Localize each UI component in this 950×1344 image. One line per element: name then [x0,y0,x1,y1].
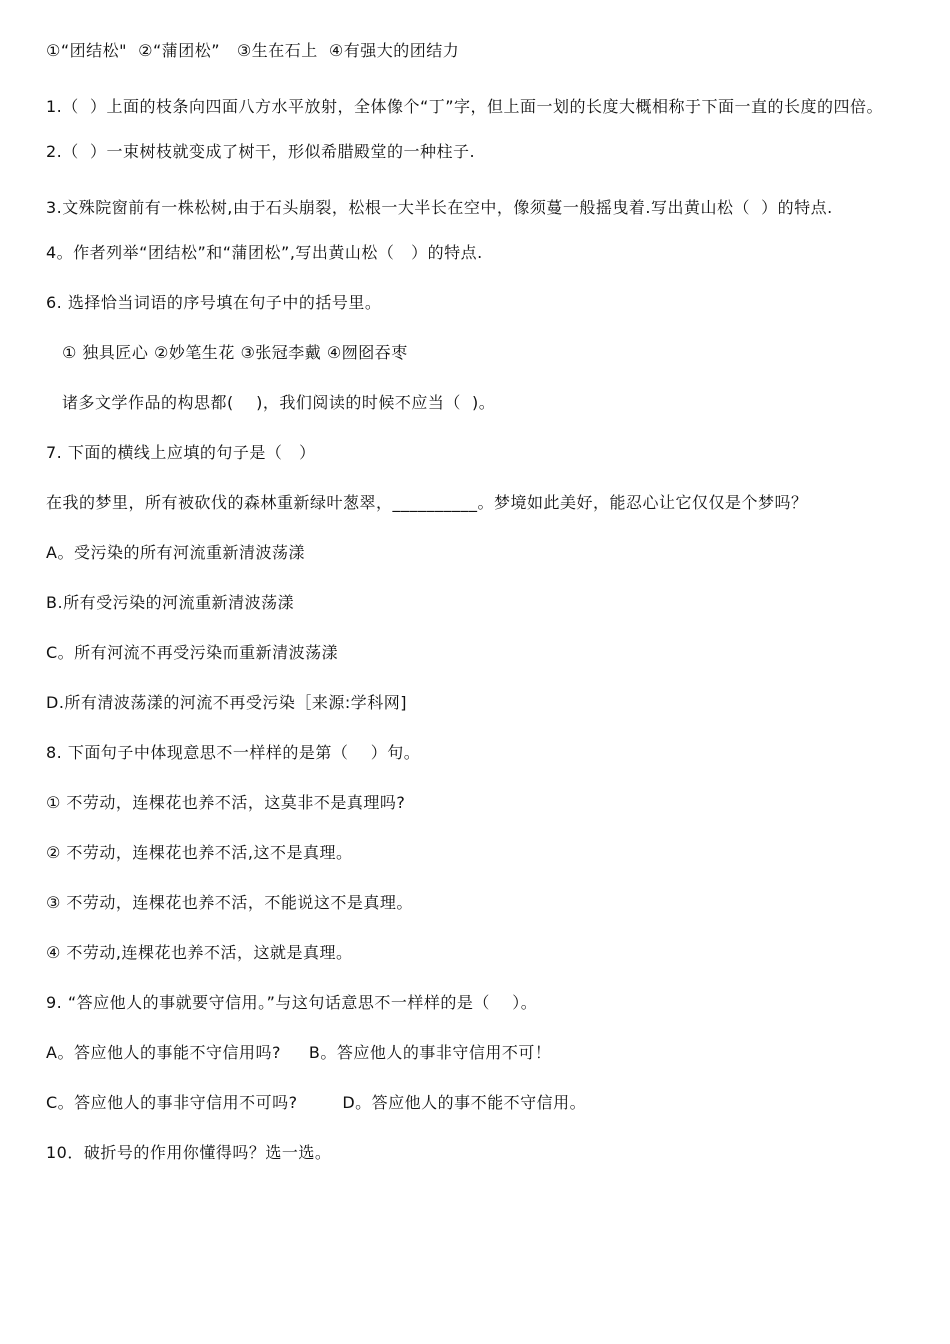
question-2: 2.（ ）一束树枝就变成了树干，形似希腊殿堂的一种柱子. [46,142,476,161]
option-list-line: ①“团结松" ②“蒲团松” ③生在石上 ④有强大的团结力 [46,41,460,60]
question-9: 9. “答应他人的事就要守信用。”与这句话意思不一样样的是（ ）。 [46,993,538,1012]
question-6-options: ① 独具匠心 ②妙笔生花 ③张冠李戴 ④囫囵吞枣 [62,343,408,362]
question-7-option-b: B.所有受污染的河流重新清波荡漾 [46,593,295,612]
document-page [46,38,916,1190]
question-8-sentence-2: ② 不劳动，连棵花也养不活,这不是真理。 [46,843,353,862]
question-3: 3.文殊院窗前有一株松树,由于石头崩裂，松根一大半长在空中，像须蔓一般摇曳着.写出黄山松（ ）的特点. [46,198,833,217]
question-9-options-cd: C。答应他人的事非守信用不可吗? D。答应他人的事不能不守信用。 [46,1093,587,1112]
question-8-sentence-3: ③ 不劳动，连棵花也养不活，不能说这不是真理。 [46,893,413,912]
question-7-option-d: D.所有清波荡漾的河流不再受污染［来源:学科网] [46,693,408,712]
question-7: 7. 下面的横线上应填的句子是（ ） [46,443,316,462]
question-10: 10．破折号的作用你懂得吗？选一选。 [46,1143,332,1162]
question-6-sentence: 诸多文学作品的构思都( )，我们阅读的时候不应当（ )。 [62,393,496,412]
question-7-option-a: A。受污染的所有河流重新清波荡漾 [46,543,305,562]
question-6: 6. 选择恰当词语的序号填在句子中的括号里。 [46,293,382,312]
question-8-sentence-4: ④ 不劳动,连棵花也养不活，这就是真理。 [46,943,353,962]
question-4: 4。作者列举“团结松”和“蒲团松”,写出黄山松（ ）的特点. [46,243,483,262]
question-7-option-c: C。所有河流不再受污染而重新清波荡漾 [46,643,339,662]
question-7-sentence: 在我的梦里，所有被砍伐的森林重新绿叶葱翠，__________。梦境如此美好，能忍心让它仅仅是个梦吗？ [46,493,808,512]
question-8: 8. 下面句子中体现意思不一样样的是第（ ）句。 [46,743,421,762]
question-8-sentence-1: ① 不劳动，连棵花也养不活，这莫非不是真理吗? [46,793,406,812]
question-1: 1.（ ）上面的枝条向四面八方水平放射，全体像个“丁”字，但上面一划的长度大概相称于下面一直的长度的四倍。 [46,97,884,116]
question-9-options-ab: A。答应他人的事能不守信用吗? B。答应他人的事非守信用不可！ [46,1043,552,1062]
